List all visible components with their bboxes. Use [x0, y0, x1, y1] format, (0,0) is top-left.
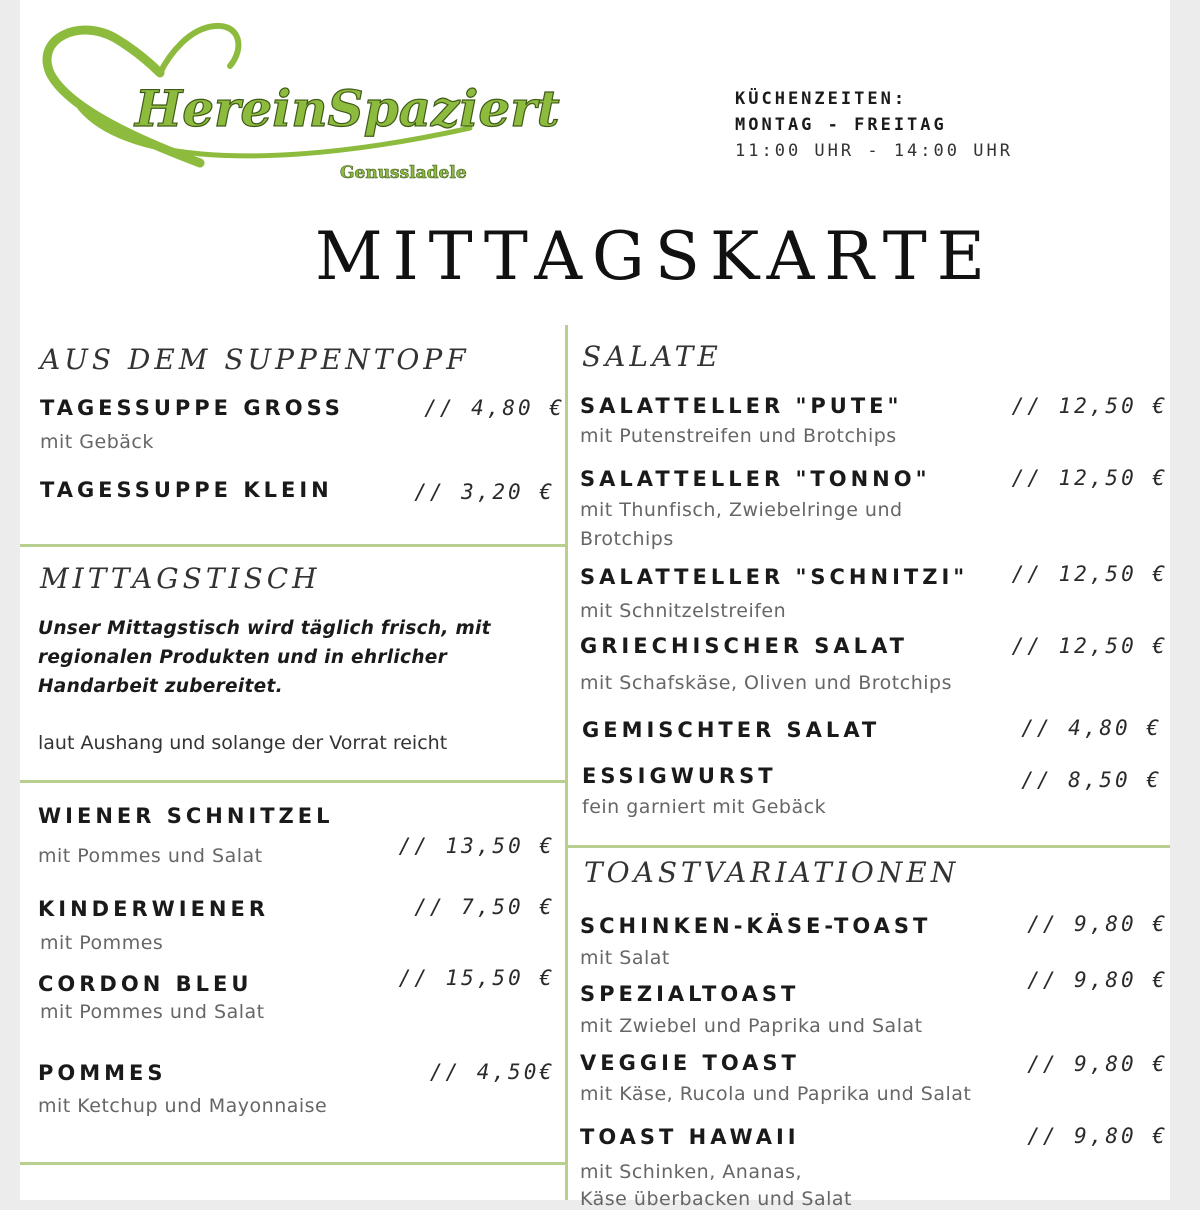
menu-item-name: CORDON BLEU: [38, 972, 253, 996]
kitchen-hours: [735, 86, 1013, 164]
menu-item-name: VEGGIE TOAST: [580, 1051, 800, 1075]
menu-item-price: // 8,50 €: [1021, 768, 1162, 792]
menu-item-price: // 7,50 €: [414, 895, 555, 919]
menu-item-name: GRIECHISCHER SALAT: [580, 634, 909, 658]
menu-item-price: // 15,50 €: [398, 966, 555, 990]
section-heading-toast: TOASTVARIATIONEN: [584, 856, 960, 889]
hours-heading: KÜCHENZEITEN:: [735, 89, 908, 109]
menu-item-price: // 9,80 €: [1027, 1124, 1168, 1148]
menu-item-desc: Brotchips: [580, 528, 674, 550]
menu-item-desc: mit Putenstreifen und Brotchips: [580, 425, 897, 447]
logo-name: HereinSpaziert: [135, 79, 560, 138]
menu-item-name: SPEZIALTOAST: [580, 982, 800, 1006]
menu-item-desc: mit Pommes und Salat: [38, 845, 263, 867]
menu-item-price: // 3,20 €: [414, 480, 555, 504]
menu-item-desc: mit Käse, Rucola und Paprika und Salat: [580, 1083, 972, 1105]
logo-tagline: Genussladele: [340, 163, 467, 183]
menu-item-name: ESSIGWURST: [582, 764, 777, 788]
menu-item-name: SALATTELLER "PUTE": [580, 394, 903, 418]
menu-item-price: // 9,80 €: [1027, 1052, 1168, 1076]
menu-item-price: // 13,50 €: [398, 834, 555, 858]
menu-item-desc: mit Ketchup und Mayonnaise: [38, 1095, 328, 1117]
column-divider: [565, 325, 568, 1200]
section-heading-mittag: MITTAGSTISCH: [40, 562, 321, 595]
menu-item-desc: fein garniert mit Gebäck: [582, 796, 827, 818]
menu-item-name: SALATTELLER "SCHNITZI": [580, 565, 969, 589]
menu-item-price: // 12,50 €: [1011, 394, 1168, 418]
logo: [40, 18, 560, 188]
section-heading-salate: SALATE: [582, 340, 722, 373]
menu-item-name: KINDERWIENER: [38, 897, 270, 921]
menu-item-desc: mit Pommes: [40, 932, 164, 954]
heart-logo-icon: [40, 18, 560, 188]
menu-item-name: SCHINKEN-KÄSE-TOAST: [580, 914, 932, 938]
mittag-note: laut Aushang und solange der Vorrat reicht: [38, 732, 448, 754]
menu-item-price: // 9,80 €: [1027, 912, 1168, 936]
menu-item-name: POMMES: [38, 1061, 167, 1085]
menu-item-name: WIENER SCHNITZEL: [38, 804, 334, 828]
menu-item-price: // 9,80 €: [1027, 968, 1168, 992]
menu-item-name: TAGESSUPPE KLEIN: [40, 478, 333, 502]
menu-item-desc: mit Schinken, Ananas,: [580, 1161, 803, 1183]
hours-days: MONTAG - FREITAG: [735, 115, 947, 135]
menu-item-price: // 12,50 €: [1011, 562, 1168, 586]
section-divider: [20, 544, 565, 547]
mittag-intro: Unser Mittagstisch wird täglich frisch, mit regionalen Produkten und in ehrlicher Handarbeit zubereitet.: [38, 618, 491, 697]
section-divider: [568, 845, 1170, 848]
menu-item-desc: mit Zwiebel und Paprika und Salat: [580, 1015, 923, 1037]
hours-time: 11:00 UHR - 14:00 UHR: [735, 141, 1013, 161]
section-divider: [20, 1162, 565, 1165]
menu-page: [20, 0, 1170, 1210]
menu-item-price: // 12,50 €: [1011, 466, 1168, 490]
section-divider: [20, 780, 565, 783]
menu-item-price: // 4,80 €: [1021, 716, 1162, 740]
menu-item-name: GEMISCHTER SALAT: [582, 718, 881, 742]
page-title: MITTAGSKARTE: [315, 218, 995, 295]
menu-item-desc: mit Gebäck: [40, 431, 154, 453]
menu-item-price: // 4,80 €: [424, 396, 565, 420]
menu-item-desc: mit Pommes und Salat: [40, 1001, 265, 1023]
menu-item-desc: Käse überbacken und Salat: [580, 1188, 853, 1210]
menu-item-price: // 12,50 €: [1011, 634, 1168, 658]
menu-item-desc: mit Thunfisch, Zwiebelringe und: [580, 499, 903, 521]
menu-item-name: SALATTELLER "TONNO": [580, 467, 931, 491]
menu-item-desc: mit Salat: [580, 947, 670, 969]
menu-item-desc: mit Schafskäse, Oliven und Brotchips: [580, 672, 952, 694]
menu-item-desc: mit Schnitzelstreifen: [580, 600, 787, 622]
menu-item-name: TAGESSUPPE GROSS: [40, 396, 344, 420]
menu-item-price: // 4,50€: [429, 1060, 555, 1084]
section-heading-suppen: AUS DEM SUPPENTOPF: [40, 343, 470, 376]
menu-item-name: TOAST HAWAII: [580, 1125, 800, 1149]
